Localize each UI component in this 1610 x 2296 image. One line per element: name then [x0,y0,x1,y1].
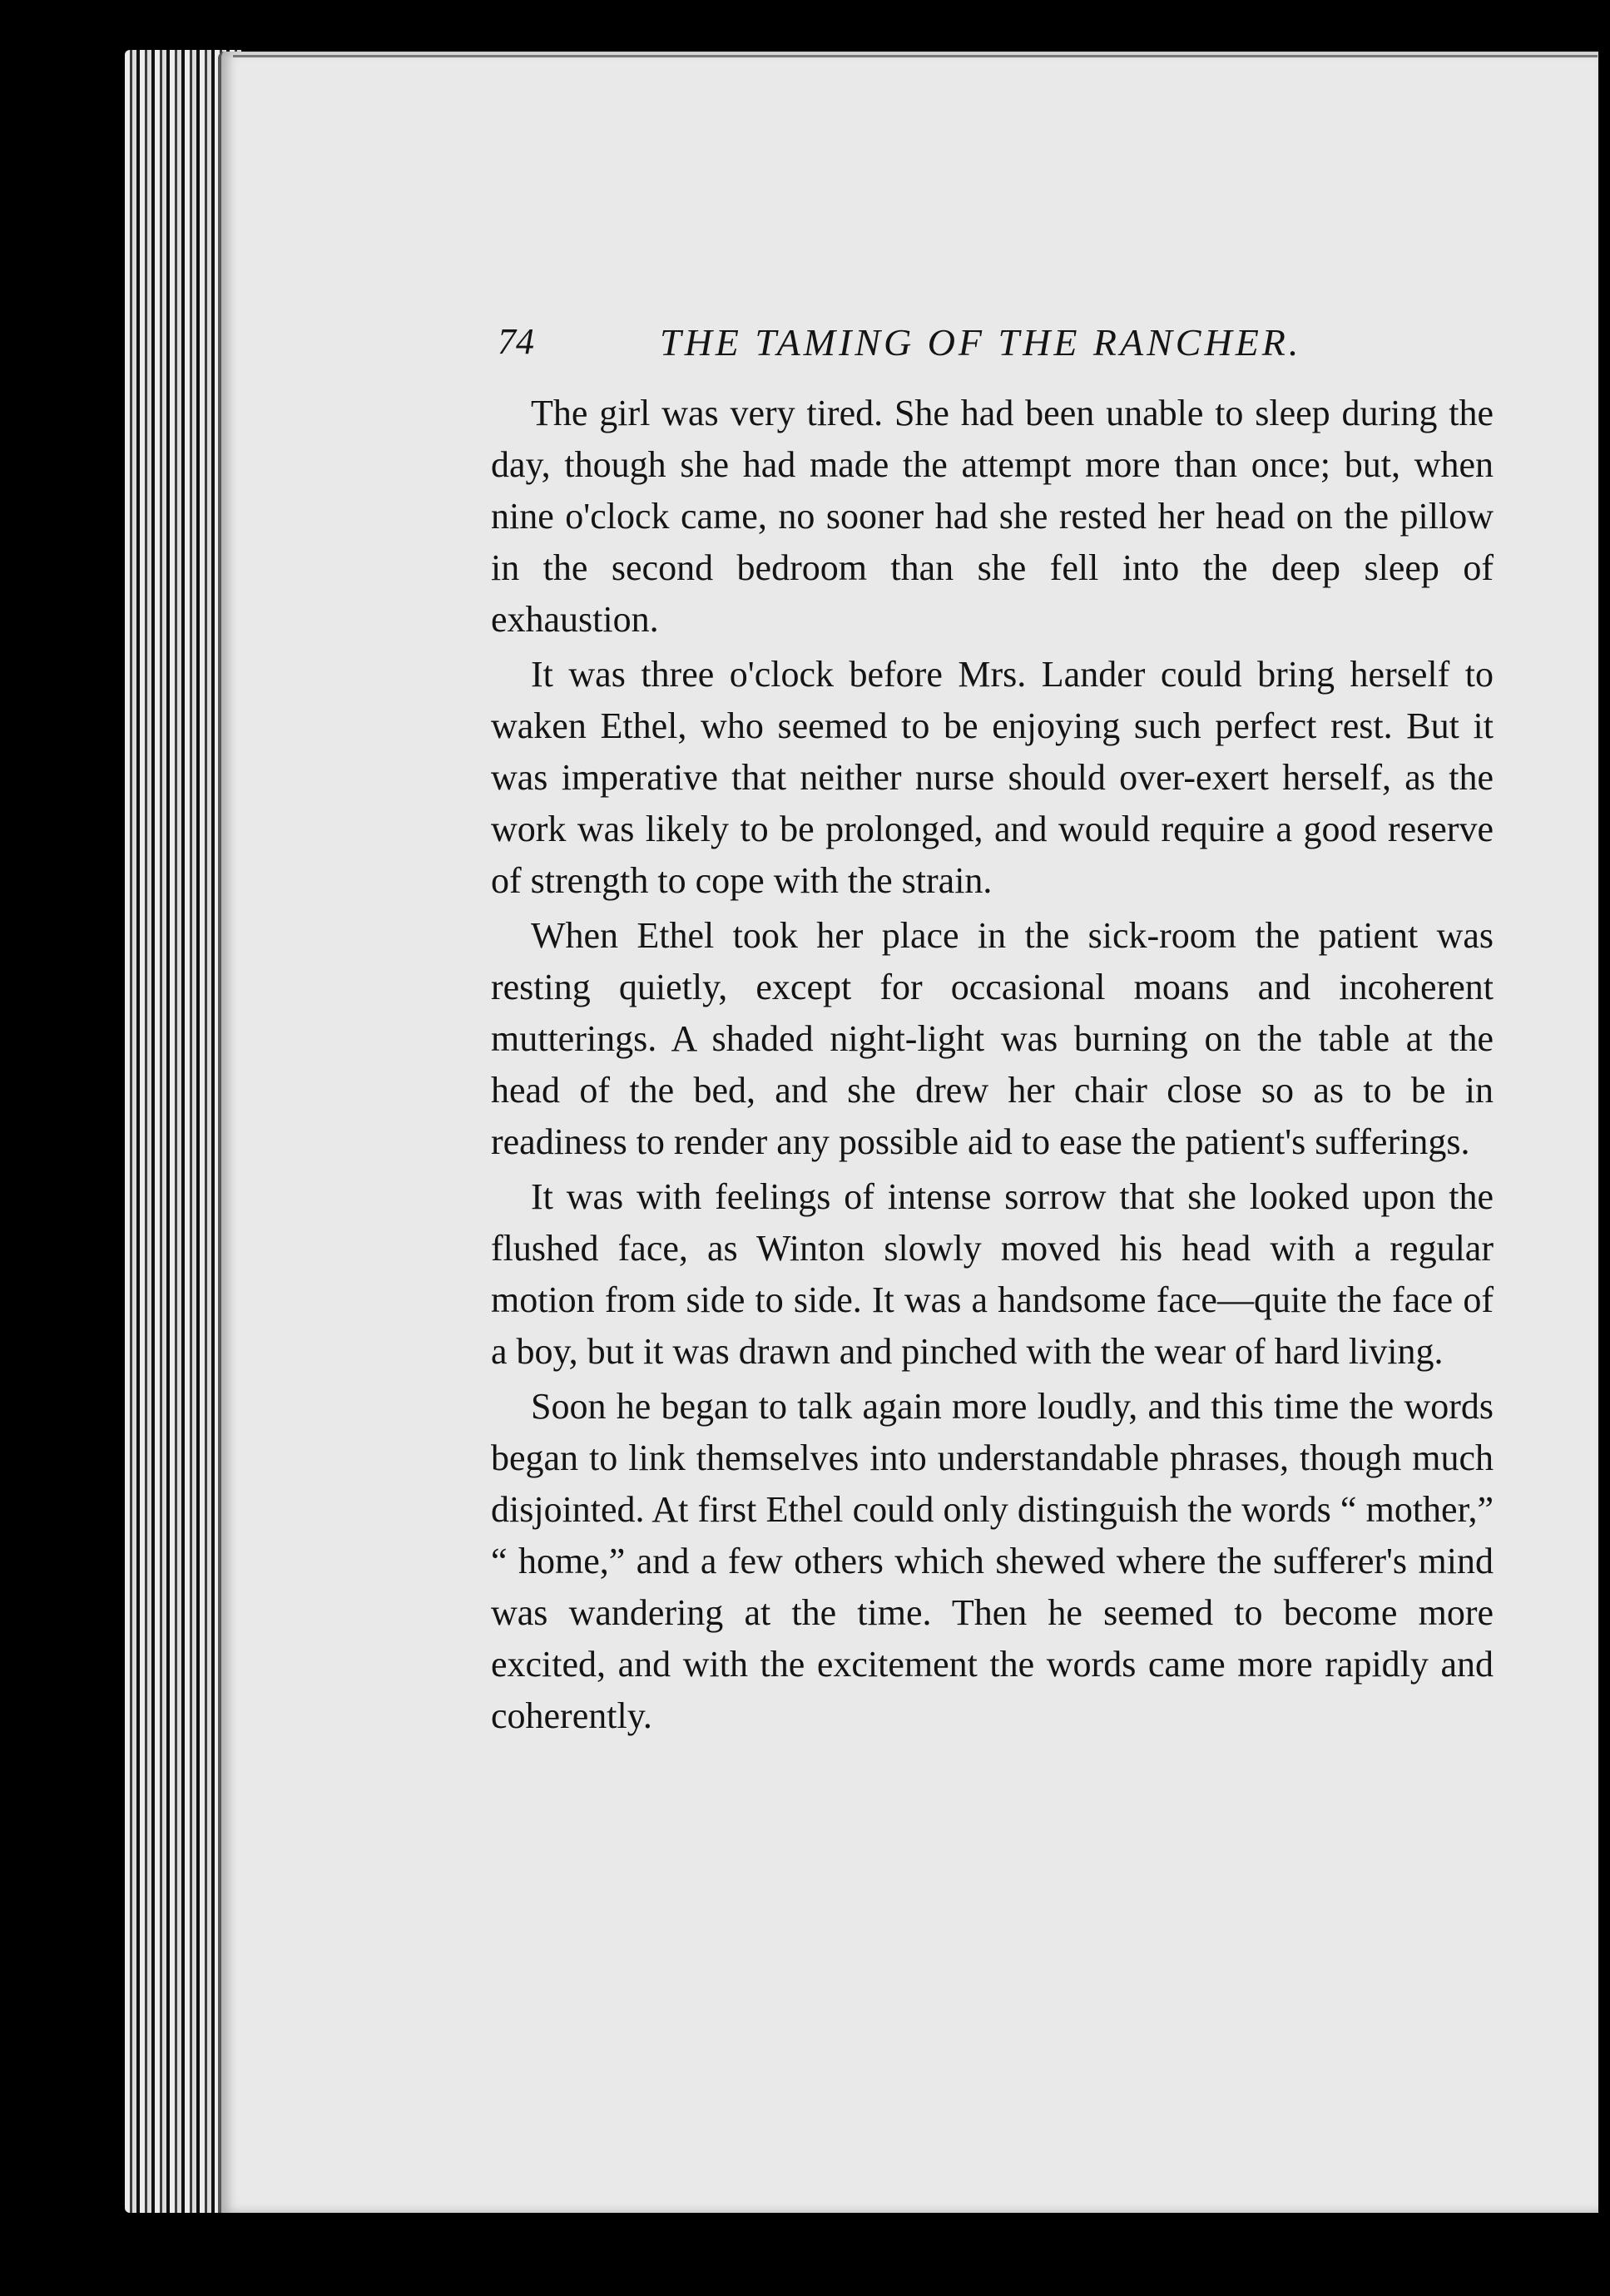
running-title: THE TAMING OF THE RANCHER. [660,321,1302,364]
body-text [491,388,1494,1745]
paragraph: It was with feelings of intense sorrow that she looked upon the flushed face, as Winton slowly moved his head with a regular motion from side to side. It was a handsome face—quite the face of a boy, but it was drawn and pinched with the wear of hard living. [491,1176,1494,1372]
paragraph: It was three o'clock before Mrs. Lander could bring herself to waken Ethel, who seemed to be enjoying such perfect rest. But it was imperative that neither nurse should over-exert herself, as the work was likely to be prolonged, and would require a good reserve of strength to cope with the strain. [491,654,1494,901]
paragraph: The girl was very tired. She had been unable to sleep during the day, though she had made the attempt more than once; but, when nine o'clock came, no sooner had she rested her head on the pillow in the second bedroom than she fell into the deep sleep of exhaustion. [491,393,1494,640]
page-number: 74 [498,321,534,362]
paragraph: Soon he began to talk again more loudly, and this time the words began to link themselves into understandable phrases, though much disjointed. At first Ethel could only distinguish the words “ mother,” “ home,” and a few others which shewed where the sufferer's mind was wandering at the time. Then he seemed to become more excited, and with the excitement the words came more rapidly and coherently. [491,1386,1494,1736]
running-header [498,320,1492,379]
page-top-edge [233,55,1598,57]
paragraph: When Ethel took her place in the sick-room the patient was resting quietly, except for occasional moans and incoherent mutterings. A shaded night-light was burning on the table at the head of the bed, and she drew her chair close so as to be in readiness to render any possible aid to ease the patient's sufferings. [491,915,1494,1162]
